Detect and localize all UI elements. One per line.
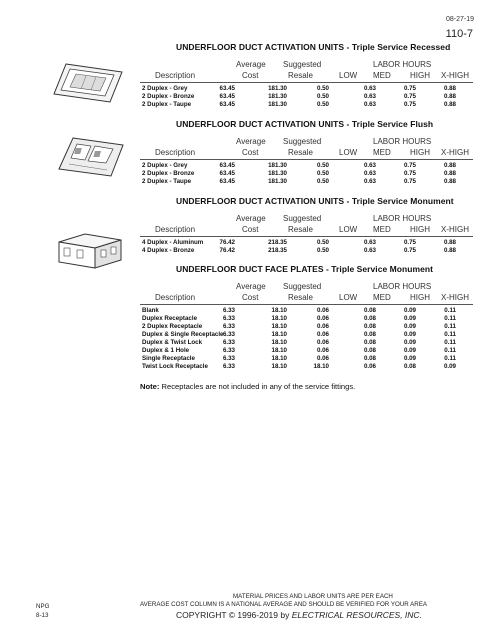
cell-labor-high: 0.09 — [403, 355, 416, 362]
cell-suggested-resale: 181.30 — [268, 93, 287, 100]
cell-labor-med: 0.63 — [363, 85, 376, 92]
cell-suggested-resale: 181.30 — [268, 85, 287, 92]
cell-labor-med: 0.08 — [363, 355, 376, 362]
cell-labor-med: 0.63 — [363, 170, 376, 177]
col-header-suggested: Suggested — [283, 137, 322, 146]
col-header-suggested: Suggested — [283, 282, 322, 291]
col-header-labor-hours: LABOR HOURS — [373, 282, 432, 291]
col-header-med: MED — [373, 293, 391, 302]
cell-suggested-resale: 181.30 — [268, 162, 287, 169]
col-header-labor-hours: LABOR HOURS — [373, 137, 432, 146]
cell-labor-xhigh: 0.11 — [444, 323, 456, 330]
cell-labor-high: 0.75 — [403, 93, 416, 100]
cell-labor-low: 0.06 — [316, 323, 329, 330]
col-header-average: Average — [236, 60, 266, 69]
table-row — [140, 101, 473, 110]
footer-line1: MATERIAL PRICES AND LABOR UNITS ARE PER EACH — [233, 593, 393, 600]
cell-description: 2 Duplex - Grey — [142, 85, 188, 92]
cell-description: Single Receptacle — [142, 355, 195, 362]
cell-labor-low: 0.50 — [316, 170, 329, 177]
cell-labor-high: 0.75 — [403, 247, 416, 254]
col-header-labor-hours: LABOR HOURS — [373, 60, 432, 69]
cell-labor-high: 0.75 — [403, 239, 416, 246]
cell-labor-xhigh: 0.11 — [444, 355, 456, 362]
cell-labor-low: 0.06 — [316, 355, 329, 362]
cell-average-cost: 63.45 — [219, 162, 235, 169]
cell-labor-med: 0.08 — [363, 331, 376, 338]
recessed-unit-illustration — [52, 62, 124, 104]
cell-labor-xhigh: 0.88 — [443, 247, 456, 254]
revision-date: 08-27-19 — [445, 16, 474, 23]
cell-description: Duplex & 1 Hole — [142, 347, 190, 354]
cell-suggested-resale: 18.10 — [271, 323, 287, 330]
cell-average-cost: 76.42 — [219, 247, 235, 254]
cell-labor-high: 0.09 — [403, 307, 416, 314]
col-header-high: HIGH — [410, 148, 430, 157]
col-header-description: Description — [155, 225, 196, 234]
page-number: 110-7 — [445, 28, 473, 40]
cell-labor-med: 0.08 — [363, 307, 376, 314]
cell-description: 2 Duplex - Grey — [142, 162, 188, 169]
cell-labor-high: 0.75 — [403, 178, 416, 185]
col-header-low: LOW — [339, 71, 358, 80]
col-header-labor-hours: LABOR HOURS — [373, 214, 432, 223]
header-rule — [140, 236, 473, 237]
col-header-average: Average — [236, 137, 266, 146]
col-header-low: LOW — [339, 148, 358, 157]
copyright-text: COPYRIGHT © 1996-2019 by — [176, 610, 292, 620]
note-label: Note: — [140, 382, 160, 391]
section-title: UNDERFLOOR DUCT ACTIVATION UNITS - Triple Service Recessed — [176, 42, 451, 52]
cell-average-cost: 6.33 — [222, 355, 235, 362]
cell-labor-xhigh: 0.11 — [444, 347, 456, 354]
cell-labor-xhigh: 0.88 — [443, 178, 456, 185]
cell-description: 4 Duplex - Bronze — [142, 247, 195, 254]
cell-suggested-resale: 18.10 — [271, 315, 287, 322]
cell-labor-med: 0.63 — [363, 162, 376, 169]
cell-labor-low: 0.50 — [316, 85, 329, 92]
cell-labor-low: 0.50 — [316, 178, 329, 185]
cell-description: Duplex & Twist Lock — [142, 339, 203, 346]
cell-labor-med: 0.08 — [363, 347, 376, 354]
cell-description: 2 Duplex - Taupe — [142, 178, 192, 185]
cell-labor-low: 0.06 — [316, 307, 329, 314]
cell-labor-low: 0.50 — [316, 93, 329, 100]
cell-labor-high: 0.08 — [403, 363, 416, 370]
cell-average-cost: 6.33 — [222, 307, 235, 314]
col-header-high: HIGH — [410, 293, 430, 302]
header-rule — [140, 82, 473, 83]
cell-labor-high: 0.75 — [403, 85, 416, 92]
footer-line2: AVERAGE COST COLUMN IS A NATIONAL AVERAGE AND SHOULD BE VERIFIED FOR YOUR AREA — [140, 601, 427, 608]
cell-labor-xhigh: 0.11 — [444, 307, 456, 314]
col-header-description: Description — [155, 148, 196, 157]
col-header-low: LOW — [339, 293, 358, 302]
cell-average-cost: 6.33 — [222, 339, 235, 346]
cell-description: 2 Duplex Receptacle — [142, 323, 203, 330]
col-header-average: Average — [236, 282, 266, 291]
footer-npg-page: 8-13 — [36, 612, 49, 619]
cell-description: Duplex Receptacle — [142, 315, 198, 322]
cell-labor-xhigh: 0.11 — [444, 339, 456, 346]
cell-description: Blank — [142, 307, 159, 314]
cell-labor-high: 0.09 — [403, 339, 416, 346]
cell-labor-low: 0.06 — [316, 315, 329, 322]
cell-labor-xhigh: 0.88 — [443, 162, 456, 169]
cell-labor-med: 0.63 — [363, 247, 376, 254]
cell-labor-med: 0.08 — [363, 315, 376, 322]
cell-description: 4 Duplex - Aluminum — [142, 239, 204, 246]
col-header-resale: Resale — [288, 293, 313, 302]
cell-labor-low: 0.06 — [316, 347, 329, 354]
cell-labor-high: 0.75 — [403, 162, 416, 169]
footer-copyright — [176, 610, 422, 620]
cell-suggested-resale: 18.10 — [271, 363, 287, 370]
table-row — [140, 363, 473, 372]
cell-suggested-resale: 18.10 — [271, 347, 287, 354]
col-header-suggested: Suggested — [283, 60, 322, 69]
col-header-xhigh: X-HIGH — [441, 71, 469, 80]
col-header-cost: Cost — [242, 148, 259, 157]
cell-labor-xhigh: 0.11 — [444, 315, 456, 322]
col-header-cost: Cost — [242, 71, 259, 80]
cell-description: Duplex & Single Receptacle — [142, 331, 224, 338]
company-name: ELECTRICAL RESOURCES, INC. — [291, 610, 422, 620]
note-text: Receptacles are not included in any of the service fittings. — [159, 382, 356, 391]
header-rule — [140, 159, 473, 160]
col-header-description: Description — [155, 293, 196, 302]
col-header-xhigh: X-HIGH — [441, 225, 469, 234]
cell-labor-high: 0.75 — [403, 101, 416, 108]
col-header-med: MED — [373, 148, 391, 157]
cell-average-cost: 6.33 — [222, 315, 235, 322]
cell-suggested-resale: 218.35 — [268, 247, 287, 254]
cell-average-cost: 63.45 — [219, 178, 235, 185]
cell-average-cost: 63.45 — [219, 93, 235, 100]
cell-average-cost: 63.45 — [219, 170, 235, 177]
cell-description: 2 Duplex - Bronze — [142, 170, 195, 177]
cell-suggested-resale: 18.10 — [271, 307, 287, 314]
cell-average-cost: 6.33 — [222, 331, 235, 338]
cell-labor-low: 0.50 — [316, 101, 329, 108]
cell-labor-low: 18.10 — [313, 363, 329, 370]
cell-labor-med: 0.63 — [363, 101, 376, 108]
section-title: UNDERFLOOR DUCT FACE PLATES - Triple Service Monument — [176, 264, 434, 274]
cell-labor-high: 0.09 — [403, 331, 416, 338]
cell-labor-med: 0.06 — [363, 363, 376, 370]
cell-average-cost: 6.33 — [222, 323, 235, 330]
cell-labor-med: 0.63 — [363, 239, 376, 246]
cell-suggested-resale: 181.30 — [268, 170, 287, 177]
col-header-average: Average — [236, 214, 266, 223]
cell-labor-low: 0.50 — [316, 162, 329, 169]
cell-labor-high: 0.09 — [403, 347, 416, 354]
col-header-low: LOW — [339, 225, 358, 234]
cell-suggested-resale: 181.30 — [268, 101, 287, 108]
cell-labor-xhigh: 0.11 — [444, 331, 456, 338]
col-header-resale: Resale — [288, 148, 313, 157]
cell-labor-low: 0.50 — [316, 239, 329, 246]
cell-description: Twist Lock Receptacle — [142, 363, 208, 370]
col-header-med: MED — [373, 225, 391, 234]
table-row — [140, 178, 473, 187]
cell-suggested-resale: 18.10 — [271, 355, 287, 362]
col-header-resale: Resale — [288, 225, 313, 234]
cell-labor-med: 0.63 — [363, 93, 376, 100]
col-header-xhigh: X-HIGH — [441, 293, 469, 302]
col-header-xhigh: X-HIGH — [441, 148, 469, 157]
flush-unit-illustration — [57, 136, 125, 178]
cell-description: 2 Duplex - Taupe — [142, 101, 192, 108]
cell-average-cost: 6.33 — [222, 347, 235, 354]
col-header-high: HIGH — [410, 71, 430, 80]
cell-labor-med: 0.08 — [363, 339, 376, 346]
col-header-description: Description — [155, 71, 196, 80]
col-header-med: MED — [373, 71, 391, 80]
cell-average-cost: 6.33 — [222, 363, 235, 370]
col-header-cost: Cost — [242, 293, 259, 302]
cell-labor-med: 0.08 — [363, 323, 376, 330]
cell-description: 2 Duplex - Bronze — [142, 93, 195, 100]
cell-labor-low: 0.06 — [316, 339, 329, 346]
cell-suggested-resale: 181.30 — [268, 178, 287, 185]
cell-suggested-resale: 218.35 — [268, 239, 287, 246]
cell-labor-xhigh: 0.88 — [443, 239, 456, 246]
cell-labor-high: 0.09 — [403, 315, 416, 322]
section-title: UNDERFLOOR DUCT ACTIVATION UNITS - Triple Service Monument — [176, 196, 454, 206]
cell-labor-xhigh: 0.88 — [443, 170, 456, 177]
cell-labor-xhigh: 0.88 — [443, 93, 456, 100]
cell-labor-med: 0.63 — [363, 178, 376, 185]
cell-labor-xhigh: 0.09 — [443, 363, 456, 370]
cell-labor-xhigh: 0.88 — [443, 101, 456, 108]
cell-suggested-resale: 18.10 — [271, 339, 287, 346]
col-header-high: HIGH — [410, 225, 430, 234]
cell-labor-high: 0.09 — [403, 323, 416, 330]
section-title: UNDERFLOOR DUCT ACTIVATION UNITS - Triple Service Flush — [176, 119, 434, 129]
cell-labor-low: 0.50 — [316, 247, 329, 254]
cell-labor-high: 0.75 — [403, 170, 416, 177]
footer-npg: NPG — [36, 603, 50, 610]
table-row — [140, 247, 473, 256]
col-header-cost: Cost — [242, 225, 259, 234]
header-rule — [140, 304, 473, 305]
cell-average-cost: 76.42 — [219, 239, 235, 246]
cell-suggested-resale: 18.10 — [271, 331, 287, 338]
col-header-suggested: Suggested — [283, 214, 322, 223]
note — [140, 382, 355, 391]
cell-average-cost: 63.45 — [219, 85, 235, 92]
monument-unit-illustration — [55, 228, 125, 272]
cell-labor-low: 0.06 — [316, 331, 329, 338]
cell-average-cost: 63.45 — [219, 101, 235, 108]
cell-labor-xhigh: 0.88 — [443, 85, 456, 92]
col-header-resale: Resale — [288, 71, 313, 80]
